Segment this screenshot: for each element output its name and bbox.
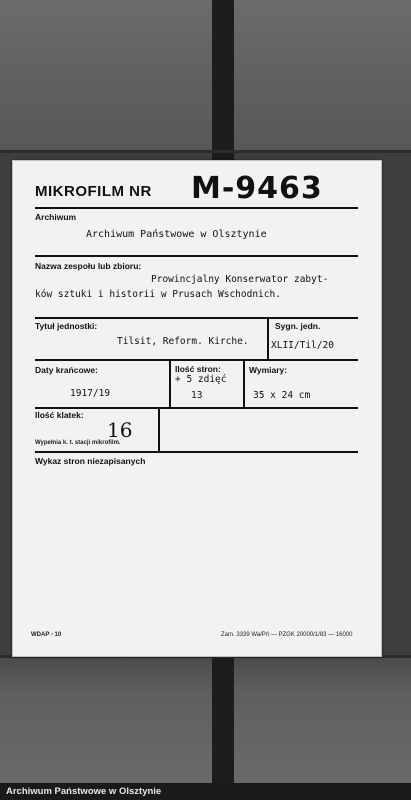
klatki-note: Wypełnia k. t. stacji mikrofilm.: [35, 440, 121, 446]
rule-title: [35, 207, 358, 209]
film-background-top: [0, 0, 411, 165]
footer-caption: Archiwum Państwowe w Olsztynie: [0, 783, 411, 800]
klatki-handwritten-value: 16: [107, 418, 133, 442]
zespol-line2: ków sztuki i historii w Prusach Wschodnich.: [35, 289, 281, 300]
archiwum-value: Archiwum Państwowe w Olsztynie: [86, 229, 267, 240]
zespol-line1: Prowincjalny Konserwator zabyt-: [151, 274, 329, 285]
print-info-right: Zam. 3339 Wa/Pń — PZGK 20000/1/83 — 16000: [221, 632, 353, 638]
rule-tytul: [35, 359, 358, 361]
rule-archiwum: [35, 255, 358, 257]
archiwum-label: Archiwum: [35, 212, 77, 222]
sygn-value: XLII/Til/20: [271, 340, 334, 351]
wymiary-label: Wymiary:: [249, 365, 288, 375]
rule-klatki-divider: [158, 409, 160, 451]
rule-wymiary-divider: [243, 361, 245, 407]
ilosc-stron-value: 13: [191, 390, 203, 401]
rule-zespol: [35, 317, 358, 319]
klatki-label: Ilość klatek:: [35, 410, 84, 420]
wymiary-value: 35 x 24 cm: [253, 390, 311, 401]
tytul-value: Tilsit, Reform. Kirche.: [117, 336, 249, 347]
daty-label: Daty krańcowe:: [35, 365, 98, 375]
rule-daty: [35, 407, 358, 409]
handwritten-film-number: M-9463: [191, 171, 323, 206]
rule-sygn-divider: [267, 319, 269, 359]
tytul-label: Tytuł jednostki:: [35, 321, 98, 331]
rule-klatki: [35, 451, 358, 453]
print-info-left: WDAP - 10: [31, 632, 62, 638]
daty-value: 1917/19: [70, 388, 111, 399]
film-frame-line-top: [0, 150, 411, 153]
ilosc-stron-label: Ilość stron:: [175, 364, 221, 374]
ilosc-stron-extra: + 5 zdięć: [175, 374, 227, 385]
microfilm-card: [12, 160, 382, 657]
card-title: MIKROFILM NR: [35, 183, 152, 200]
rule-daty-divider: [169, 361, 171, 407]
wykaz-label: Wykaz stron niezapisanych: [35, 456, 146, 466]
zespol-label: Nazwa zespołu lub zbioru:: [35, 261, 142, 271]
film-background-bottom: [0, 655, 411, 783]
sygn-label: Sygn. jedn.: [275, 321, 321, 331]
